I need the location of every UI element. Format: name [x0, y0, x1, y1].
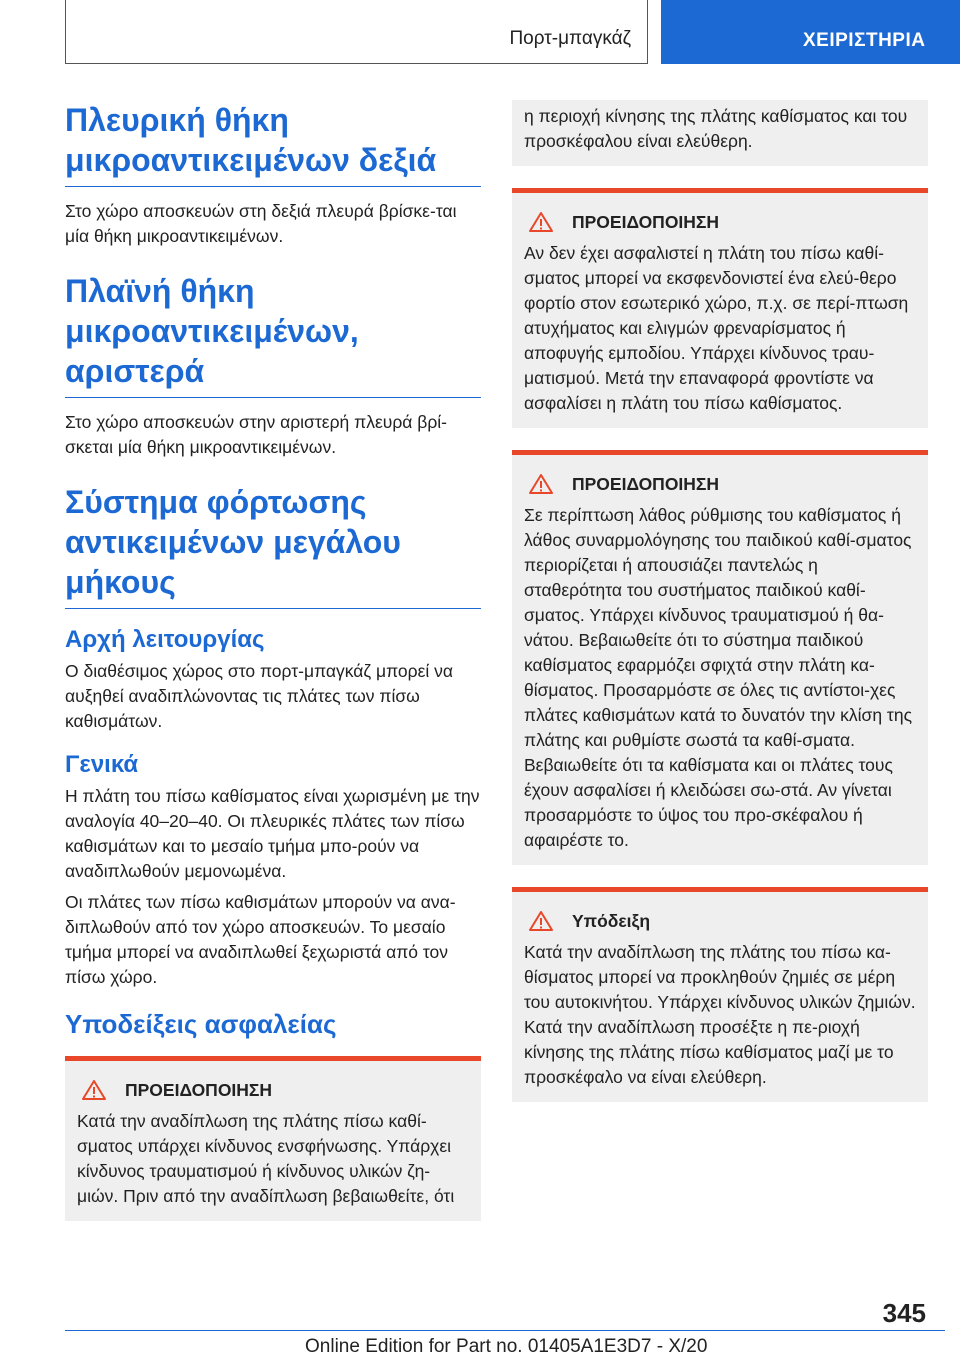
paragraph-left-storage: Στο χώρο αποσκευών στην αριστερή πλευρά βρί-σκεται μία θήκη μικροαντικειμένων. [65, 412, 447, 457]
warning-text-1-continued: η περιοχή κίνησης της πλάτης καθίσματος και του προσκέφαλου είναι ελεύθερη. [524, 106, 908, 151]
warning-title-2 [528, 211, 916, 233]
paragraph-general-2: Οι πλάτες των πίσω καθισμάτων μπορούν να ανα-διπλωθούν από τον χώρο αποσκευών. Το μεσαίο τμήμα μπορεί να αναδιπλωθεί ξεχωριστά από τον πίσω χώρο. [65, 892, 456, 987]
warning-text-2: Αν δεν έχει ασφαλιστεί η πλάτη του πίσω καθί-σματος μπορεί να εκσφενδονιστεί ένα ελεύ-θερο φορτίο στον εσωτερικό χώρο, π.χ. σε περί-πτωση ατυχήματος και ελιγμών φρεναρίσματος ή αποφυγής εμποδίου. Υπάρχει κίνδυνος τραυ-ματισμού. Μετά την επαναφορά φροντίστε να ασφαλίσει η πλάτη του πίσω καθίσματος. [524, 243, 909, 413]
footer-edition: Online Edition for Part no. 01405A1E3D7 - X/20 [305, 1336, 708, 1357]
warning-box-1-continued [512, 100, 928, 166]
warning-title-3 [528, 473, 916, 495]
page-number: 345 [882, 1298, 926, 1328]
heading-general: Γενικά [65, 751, 139, 778]
heading-long-load-system: Σύστημα φόρτωσης αντικειμένων μεγάλου μήκους [65, 482, 481, 609]
header-chapter-tab: ΧΕΙΡΙΣΤΗΡΙΑ [661, 0, 960, 64]
heading-safety-notes: Υποδείξεις ασφαλείας [65, 1009, 337, 1039]
warning-box-3 [512, 450, 928, 865]
warning-title-text-3: ΠΡΟΕΙΔΟΠΟΙΗΣΗ [572, 473, 720, 494]
warning-title-text-1: ΠΡΟΕΙΔΟΠΟΙΗΣΗ [125, 1079, 273, 1100]
note-title-text: Υπόδειξη [572, 910, 651, 931]
note-box [512, 887, 928, 1102]
header-section-tab [65, 0, 648, 64]
heading-principle: Αρχή λειτουργίας [65, 626, 265, 653]
header-section-title: Πορτ-μπαγκάζ [509, 28, 631, 49]
footer-divider [65, 1330, 945, 1331]
warning-triangle-icon [528, 211, 554, 233]
right-column [512, 100, 928, 1124]
note-text: Κατά την αναδίπλωση της πλάτης του πίσω κα-θίσματος μπορεί να προκληθούν ζημιές σε μέρη του αυτοκινήτου. Υπάρχει κίνδυνος υλικών ζημιών. Κατά την αναδίπλωση προσέξτε η πε-ριοχή κίνησης της πλάτης πίσω καθίσματος μαζί με το προσκέφαλο να είναι ελεύθερη. [524, 942, 916, 1087]
warning-triangle-icon [528, 473, 554, 495]
paragraph-principle: Ο διαθέσιμος χώρος στο πορτ-μπαγκάζ μπορεί να αυξηθεί αναδιπλώνοντας τις πλάτες των πίσω καθισμάτων. [65, 661, 454, 731]
warning-title-1 [81, 1079, 469, 1101]
left-column [65, 100, 481, 1243]
heading-left-storage: Πλαϊνή θήκη μικροαντικειμένων, αριστερά [65, 271, 481, 398]
warning-box-1 [65, 1056, 481, 1221]
warning-triangle-icon [81, 1079, 107, 1101]
heading-right-storage: Πλευρική θήκη μικροαντικειμένων δεξιά [65, 100, 481, 187]
warning-title-text-2: ΠΡΟΕΙΔΟΠΟΙΗΣΗ [572, 211, 720, 232]
paragraph-general-1: Η πλάτη του πίσω καθίσματος είναι χωρισμένη με την αναλογία 40–20–40. Οι πλευρικές πλάτες των πίσω καθισμάτων και το μεσαίο τμήμα μπο-ρούν να αναδιπλωθούν μεμονωμένα. [65, 786, 480, 881]
warning-triangle-icon [528, 910, 554, 932]
warning-box-2 [512, 188, 928, 428]
warning-text-3: Σε περίπτωση λάθος ρύθμισης του καθίσματος ή λάθος συναρμολόγησης του παιδικού καθί-σματος περιορίζεται ή απουσιάζει παντελώς η σταθερότητα του συστήματος παιδικού καθί-σματος. Υπάρχει κίνδυνος τραυματισμού ή θα-νάτου. Βεβαιωθείτε ότι το σύστημα παιδικού καθίσματος εφαρμόζει σφιχτά στην πλάτη κα-θίσματος. Προσαρμόστε σε όλες τις αντίστοι-χες πλάτες καθισμάτων κατά το δυνατόν την κλίση της πλάτης και ρυθμίστε σωστά τα καθί-σματα. Βεβαιωθείτε ότι τα καθίσματα και οι πλάτες τους έχουν ασφαλίσει ή κλειδώσει σω-στά. Αν γίνεται προσαρμόστε το ύψος του προ-σκέφαλου ή αφαιρέστε το. [524, 505, 913, 850]
warning-text-1: Κατά την αναδίπλωση της πλάτης πίσω καθί-σματος υπάρχει κίνδυνος ενσφήνωσης. Υπάρχει κίνδυνος τραυματισμού ή κίνδυνος υλικών ζη-μιών. Πριν από την αναδίπλωση βεβαιωθείτε, ότι [77, 1111, 455, 1206]
note-title [528, 910, 916, 932]
paragraph-right-storage: Στο χώρο αποσκευών στη δεξιά πλευρά βρίσκε-ται μία θήκη μικροαντικειμένων. [65, 201, 457, 246]
